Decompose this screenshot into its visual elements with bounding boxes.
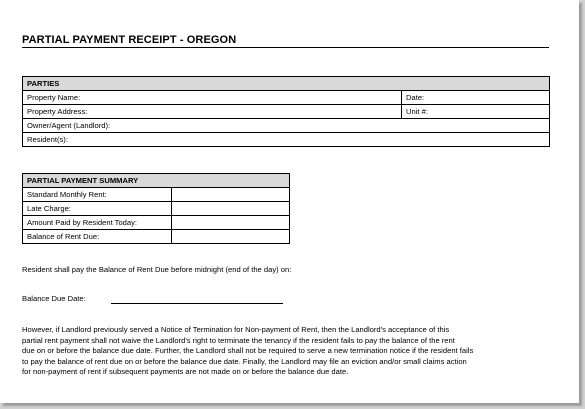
late-charge-label: Late Charge: [23, 202, 172, 216]
balance-rent-due-label: Balance of Rent Due: [23, 230, 172, 244]
balance-due-date-label: Balance Due Date: [22, 294, 86, 303]
summary-header: PARTIAL PAYMENT SUMMARY [23, 174, 290, 188]
late-charge-value[interactable] [172, 202, 290, 216]
parties-header: PARTIES [23, 77, 550, 91]
amount-paid-value[interactable] [172, 216, 290, 230]
property-address-field[interactable]: Property Address: [23, 105, 402, 119]
notice-paragraph: However, if Landlord previously served a Notice of Termination for Non-payment of Rent, then the Landlord's acceptance of this partial rent payment shall not waive the Landlord's right to terminate the tenancy if the resident fails to pay the balance of the rent due on or before the balance due date. Further, the Landlord shall not be required to serve a new termination notice if the resident fails to pay the balance of rent due on or before the balance due date. Finally, the Landlord may file an eviction and/or small claims action for non-payment of rent if subsequent payments are not made on or before the balance due date. [22, 325, 474, 376]
amount-paid-label: Amount Paid by Resident Today: [23, 216, 172, 230]
balance-due-date-line[interactable] [111, 303, 283, 304]
payment-summary-table [22, 173, 290, 244]
resident-statement: Resident shall pay the Balance of Rent Due before midnight (end of the day) on: [22, 265, 292, 274]
parties-table [22, 76, 550, 147]
title-divider [22, 47, 549, 48]
standard-monthly-rent-label: Standard Monthly Rent: [23, 188, 172, 202]
property-name-field[interactable]: Property Name: [23, 91, 402, 105]
date-field[interactable]: Date: [402, 91, 550, 105]
owner-agent-field[interactable]: Owner/Agent (Landlord): [23, 119, 550, 133]
balance-rent-due-value[interactable] [172, 230, 290, 244]
residents-field[interactable]: Resident(s): [23, 133, 550, 147]
standard-monthly-rent-value[interactable] [172, 188, 290, 202]
document-title: PARTIAL PAYMENT RECEIPT - OREGON [22, 34, 237, 46]
unit-field[interactable]: Unit #: [402, 105, 550, 119]
